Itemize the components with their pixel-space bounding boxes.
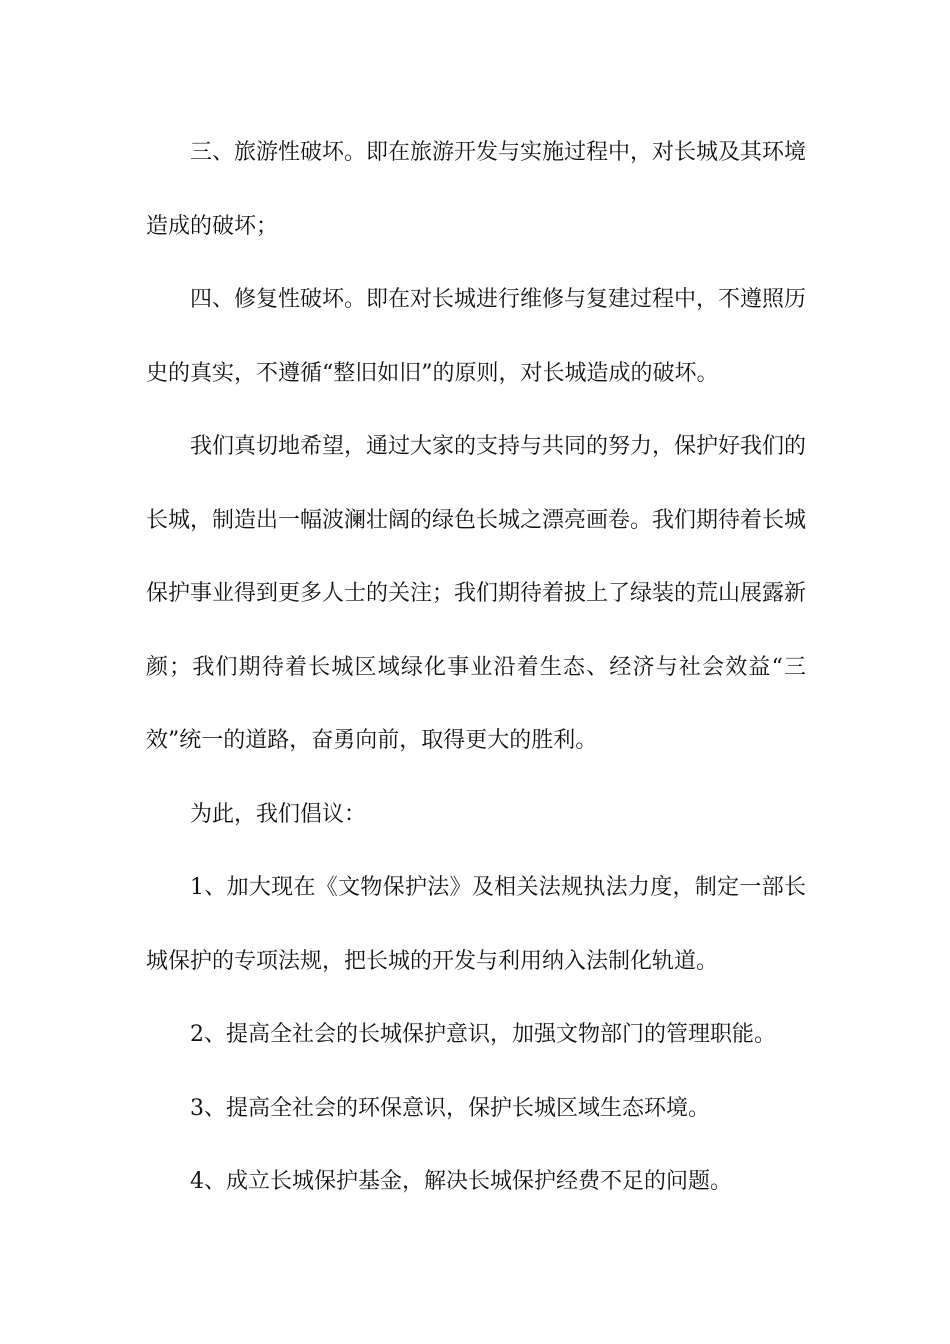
paragraph-tourism-damage: 三、旅游性破坏。即在旅游开发与实施过程中，对长城及其环境造成的破坏； (146, 140, 807, 239)
paragraph-restoration-damage: 四、修复性破坏。即在对长城进行维修与复建过程中，不遵照历史的真实，不遵循“整旧如旧”的原则，对长城造成的破坏。 (146, 287, 807, 386)
proposal-item-3: 3、提高全社会的环保意识，保护长城区域生态环境。 (190, 1095, 710, 1121)
paragraph-proposal-intro: 为此，我们倡议： (190, 801, 367, 827)
paragraph-hope: 我们真切地希望，通过大家的支持与共同的努力，保护好我们的长城，制造出一幅波澜壮阔的绿色长城之漂亮画卷。我们期待着长城保护事业得到更多人士的关注；我们期待着披上了绿装的荒山展露新颜；我们期待着长城区域绿化事业沿着生态、经济与社会效益“三效”统一的道路，奋勇向前，取得更大的胜利。 (146, 434, 807, 753)
document-body (146, 116, 806, 1219)
proposal-item-2: 2、提高全社会的长城保护意识，加强文物部门的管理职能。 (190, 1022, 776, 1047)
proposal-item-1: 1、加大现在《文物保护法》及相关法规执法力度，制定一部长城保护的专项法规，把长城的开发与利用纳入法制化轨道。 (146, 875, 806, 974)
proposal-item-4: 4、成立长城保护基金，解决长城保护经费不足的问题。 (190, 1169, 732, 1194)
